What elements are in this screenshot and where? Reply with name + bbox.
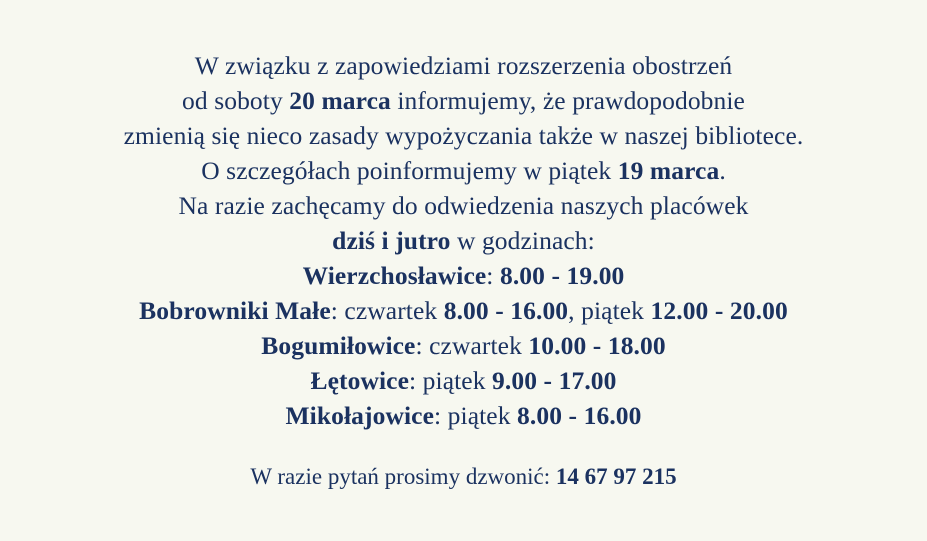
plain-text: . <box>719 156 726 185</box>
emphasis-text: Mikołajowice <box>285 401 434 430</box>
announcement-line <box>124 83 804 118</box>
emphasis-text: 10.00 - 18.00 <box>528 331 666 360</box>
emphasis-text: Wierzchosławice <box>302 261 487 290</box>
emphasis-text: Bobrowniki Małe <box>139 296 331 325</box>
announcement-line <box>124 398 804 433</box>
plain-text: od soboty <box>182 86 290 115</box>
plain-text: zmienią się nieco zasady wypożyczania także w naszej bibliotece. <box>123 121 804 150</box>
announcement-line <box>124 258 804 293</box>
announcement-line <box>124 363 804 398</box>
plain-text: : <box>486 261 500 290</box>
plain-text: O szczegółach poinformujemy w piątek <box>201 156 618 185</box>
plain-text: W razie pytań prosimy dzwonić: <box>250 464 556 489</box>
announcement-body <box>124 48 804 433</box>
plain-text: , piątek <box>568 296 651 325</box>
plain-text: : czwartek <box>330 296 444 325</box>
plain-text: : piątek <box>434 401 518 430</box>
emphasis-text: 19 marca <box>617 156 720 185</box>
plain-text: Na razie zachęcamy do odwiedzenia naszych placówek <box>178 191 749 220</box>
announcement-line <box>124 328 804 363</box>
emphasis-text: Łętowice <box>310 366 409 395</box>
contact-phone-line <box>250 461 676 493</box>
plain-text: w godzinach: <box>450 226 595 255</box>
announcement-line <box>124 153 804 188</box>
emphasis-text: 8.00 - 16.00 <box>517 401 642 430</box>
plain-text: : czwartek <box>415 331 529 360</box>
emphasis-text: 14 67 97 215 <box>555 464 677 489</box>
emphasis-text: 8.00 - 19.00 <box>499 261 625 290</box>
announcement-line <box>124 293 804 328</box>
announcement-line <box>124 223 804 258</box>
emphasis-text: 9.00 - 17.00 <box>492 366 617 395</box>
plain-text: informujemy, że prawdopodobnie <box>390 86 745 115</box>
emphasis-text: 12.00 - 20.00 <box>650 296 788 325</box>
plain-text: W związku z zapowiedziami rozszerzenia obostrzeń <box>194 51 733 80</box>
plain-text: : piątek <box>409 366 493 395</box>
announcement-line <box>124 188 804 223</box>
emphasis-text: 8.00 - 16.00 <box>443 296 569 325</box>
announcement-line <box>124 118 804 153</box>
emphasis-text: dziś i jutro <box>332 226 451 255</box>
announcement-line <box>124 48 804 83</box>
emphasis-text: 20 marca <box>289 86 391 115</box>
emphasis-text: Bogumiłowice <box>261 331 416 360</box>
